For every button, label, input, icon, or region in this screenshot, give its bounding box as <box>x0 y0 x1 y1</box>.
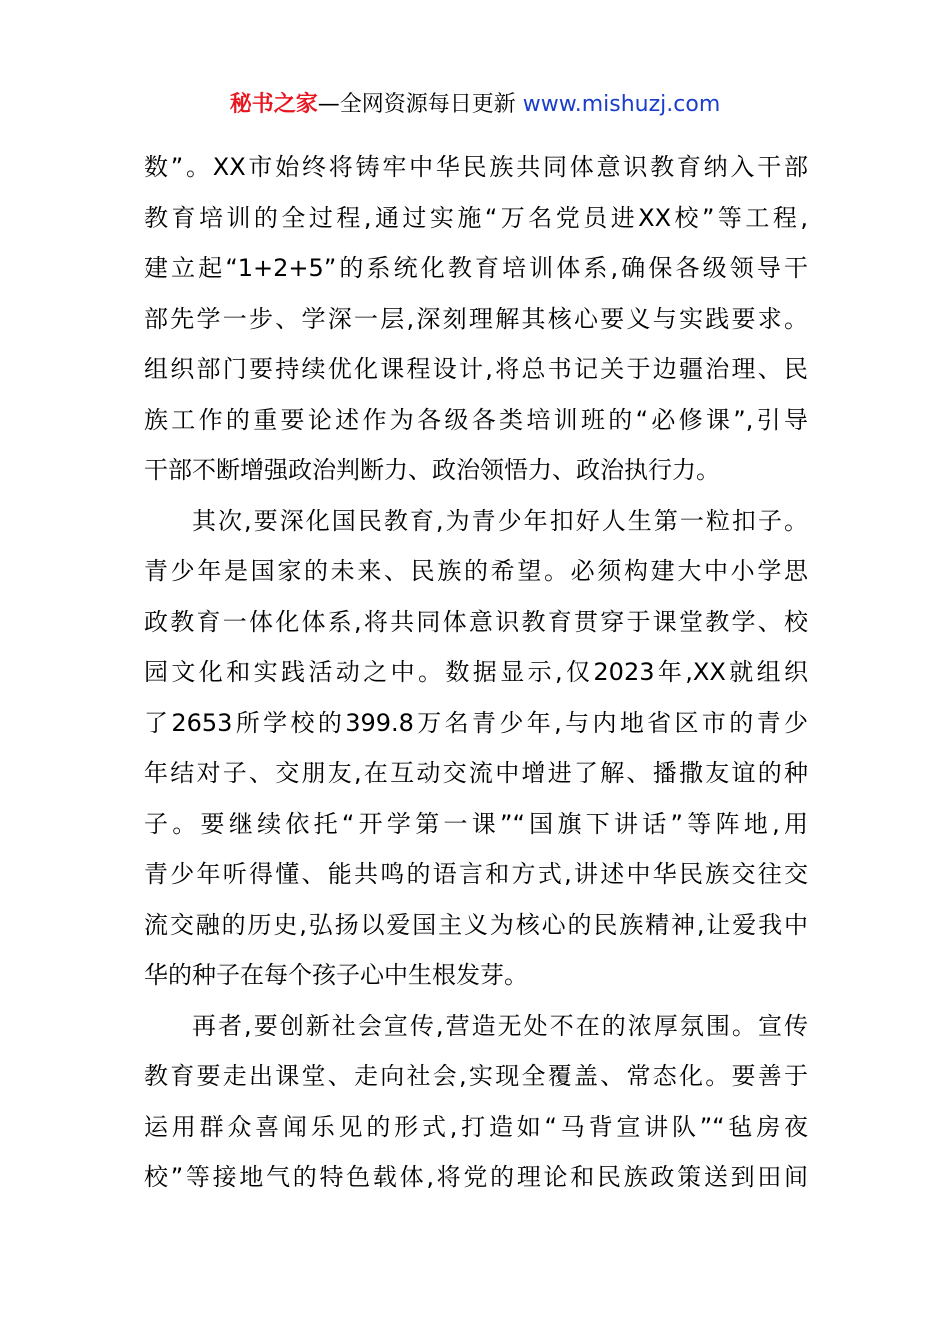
text-line: 了2653所学校的399.8万名青少年,与内地省区市的青少 <box>144 708 808 737</box>
text-line: 子。要继续依托“开学第一课”“国旗下讲话”等阵地,用 <box>144 809 808 838</box>
text-line: 青少年听得懂、能共鸣的语言和方式,讲述中华民族交往交 <box>144 860 808 888</box>
site-header <box>0 88 950 122</box>
site-tagline: —全网资源每日更新 <box>317 92 516 117</box>
text-line: 园文化和实践活动之中。数据显示,仅2023年,XX就组织 <box>144 658 808 686</box>
text-line: 教育要走出课堂、走向社会,实现全覆盖、常态化。要善于 <box>144 1062 808 1090</box>
text-line: 运用群众喜闻乐见的形式,打造如“马背宣讲队”“毡房夜 <box>144 1112 808 1141</box>
text-line: 华的种子在每个孩子心中生根发芽。 <box>144 961 528 989</box>
site-url-link[interactable]: www.mishuzj.com <box>522 92 721 117</box>
text-line: 青少年是国家的未来、民族的希望。必须构建大中小学思 <box>144 557 808 585</box>
text-line: 校”等接地气的特色载体,将党的理论和民族政策送到田间 <box>144 1163 808 1191</box>
text-line: 组织部门要持续优化课程设计,将总书记关于边疆治理、民 <box>144 355 808 383</box>
text-line: 干部不断增强政治判断力、政治领悟力、政治执行力。 <box>144 456 720 484</box>
text-line: 族工作的重要论述作为各级各类培训班的“必修课”,引导 <box>144 405 808 434</box>
site-brand: 秘书之家 <box>229 92 318 117</box>
text-line: 数”。XX市始终将铸牢中华民族共同体意识教育纳入干部 <box>144 153 808 181</box>
paragraph-first-line: 其次,要深化国民教育,为青少年扣好人生第一粒扣子。 <box>192 506 808 535</box>
text-line: 部先学一步、学深一层,深刻理解其核心要义与实践要求。 <box>144 304 808 333</box>
text-line: 教育培训的全过程,通过实施“万名党员进XX校”等工程, <box>144 203 808 232</box>
text-line: 政教育一体化体系,将共同体意识教育贯穿于课堂教学、校 <box>144 607 808 636</box>
text-line: 年结对子、交朋友,在互动交流中增进了解、播撒友谊的种 <box>144 759 808 787</box>
text-line: 建立起“1+2+5”的系统化教育培训体系,确保各级领导干 <box>144 254 808 282</box>
text-line: 流交融的历史,弘扬以爱国主义为核心的民族精神,让爱我中 <box>144 910 808 939</box>
document-body <box>144 142 808 1203</box>
paragraph-first-line: 再者,要创新社会宣传,营造无处不在的浓厚氛围。宣传 <box>192 1011 808 1040</box>
